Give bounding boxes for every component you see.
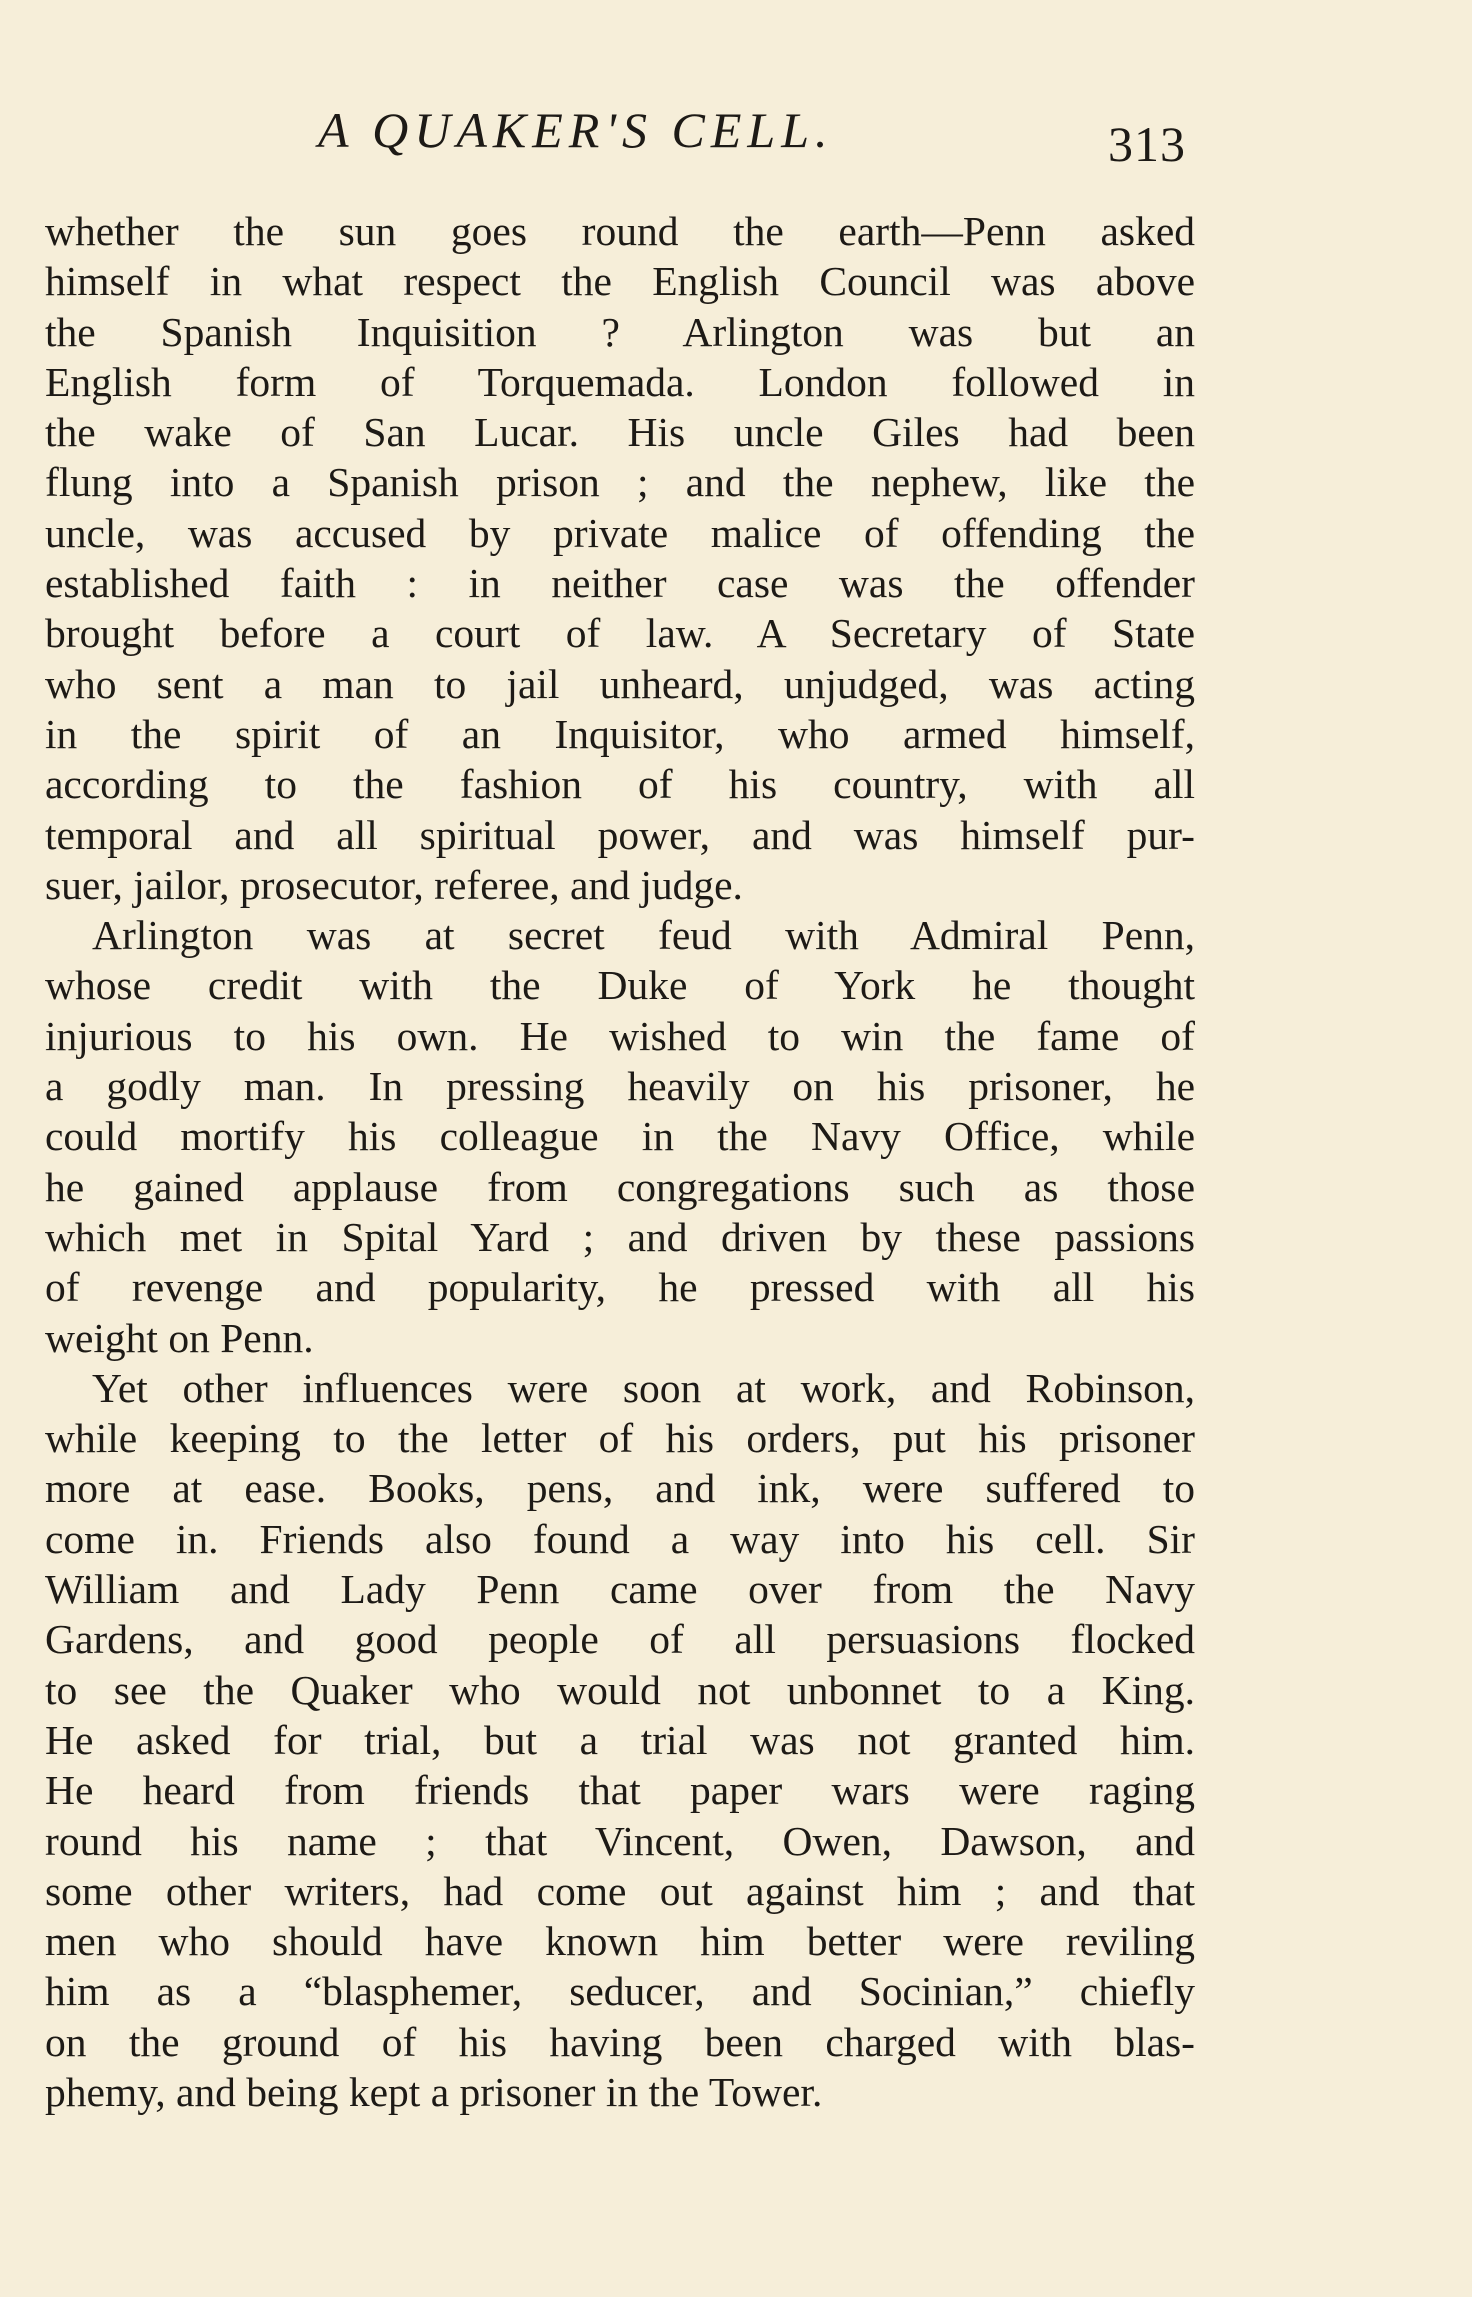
running-title: A QUAKER'S CELL.: [318, 102, 834, 158]
text-line: more at ease. Books, pens, and ink, were suffered to: [45, 1465, 1195, 1512]
text-line: according to the fashion of his country, with all: [45, 761, 1195, 808]
text-line: who sent a man to jail unheard, unjudged, was acting: [45, 660, 1195, 707]
text-line: men who should have known him better were reviling: [45, 1918, 1195, 1965]
text-line: brought before a court of law. A Secretary of State: [45, 610, 1195, 657]
text-line: whether the sun goes round the earth—Penn asked: [45, 208, 1195, 254]
text-line: weight on Penn.: [45, 1314, 314, 1361]
body-text: [45, 206, 1195, 2117]
text-line: injurious to his own. He wished to win the fame of: [45, 1012, 1195, 1059]
running-head: [0, 100, 1472, 170]
text-line: He heard from friends that paper wars were raging: [45, 1767, 1195, 1814]
page-number: 313: [1108, 116, 1186, 172]
text-line: Arlington was at secret feud with Admiral Penn,: [92, 912, 1195, 959]
text-line: Yet other influences were soon at work, and Robinson,: [92, 1364, 1195, 1411]
text-line: phemy, and being kept a prisoner in the Tower.: [45, 2068, 823, 2115]
text-line: could mortify his colleague in the Navy Office, while: [45, 1113, 1195, 1160]
text-line: flung into a Spanish prison ; and the nephew, like the: [45, 459, 1195, 506]
text-line: in the spirit of an Inquisitor, who armed himself,: [45, 710, 1195, 757]
text-line: some other writers, had come out against him ; and that: [45, 1867, 1195, 1914]
text-line: round his name ; that Vincent, Owen, Dawson, and: [45, 1817, 1195, 1864]
text-line: he gained applause from congregations such as those: [45, 1163, 1195, 1210]
text-line: established faith : in neither case was the offender: [45, 560, 1195, 607]
text-line: suer, jailor, prosecutor, referee, and judge.: [45, 861, 743, 908]
text-line: English form of Torquemada. London followed in: [45, 358, 1195, 405]
text-line: of revenge and popularity, he pressed with all his: [45, 1264, 1195, 1311]
text-line: a godly man. In pressing heavily on his prisoner, he: [45, 1063, 1195, 1110]
text-line: which met in Spital Yard ; and driven by these passions: [45, 1213, 1195, 1260]
text-line: to see the Quaker who would not unbonnet to a King.: [45, 1666, 1195, 1713]
text-line: Gardens, and good people of all persuasions flocked: [45, 1616, 1195, 1663]
text-line: whose credit with the Duke of York he thought: [45, 962, 1195, 1009]
text-line: He asked for trial, but a trial was not granted him.: [45, 1716, 1195, 1763]
text-line: the Spanish Inquisition ? Arlington was but an: [45, 308, 1195, 355]
text-line: come in. Friends also found a way into his cell. Sir: [45, 1515, 1195, 1562]
text-line: temporal and all spiritual power, and was himself pur-: [45, 811, 1195, 858]
text-line: himself in what respect the English Council was above: [45, 258, 1195, 305]
text-line: William and Lady Penn came over from the Navy: [45, 1566, 1195, 1613]
text-line: uncle, was accused by private malice of offending the: [45, 509, 1195, 556]
text-line: while keeping to the letter of his orders, put his prisoner: [45, 1415, 1195, 1462]
text-line: the wake of San Lucar. His uncle Giles had been: [45, 409, 1195, 456]
text-line: him as a “blasphemer, seducer, and Socinian,” chiefly: [45, 1968, 1195, 2015]
text-line: on the ground of his having been charged with blas-: [45, 2018, 1195, 2065]
